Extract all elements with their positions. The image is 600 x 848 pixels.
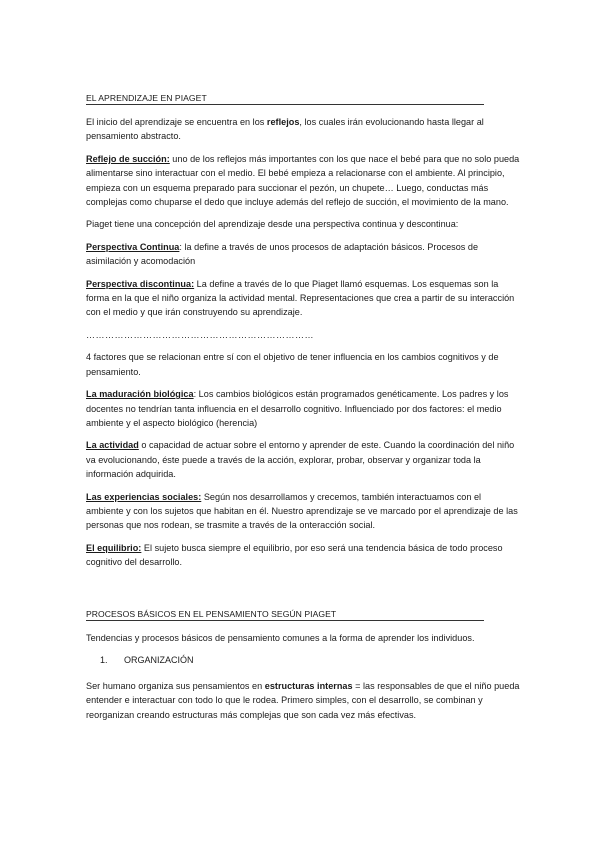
perspectiva-continua-paragraph: Perspectiva Continua: la define a través de unos procesos de adaptación básicos. Procesos de asimilación y acomodación bbox=[86, 241, 479, 267]
organizacion-paragraph: Ser humano organiza sus pensamientos en estructuras internas = las responsables de que el niño pueda entender e interactuar con todo lo que le rodea. Primero simples, con el desarrollo, se combinan y reorganizan creando estructuras más complejas que son cada vez más efectivas. bbox=[86, 680, 520, 720]
equilibrio-paragraph: El equilibrio: El sujeto busca siempre el equilibrio, por eso será una tendencia básica de todo proceso cognitivo del desarrollo. bbox=[86, 542, 503, 568]
section-heading-aprendizaje: EL APRENDIZAJE EN PIAGET bbox=[86, 92, 484, 105]
perspectiva-discontinua-paragraph: Perspectiva discontinua: La define a través de lo que Piaget llamó esquemas. Los esquemas son la forma en la que el niño organiza la actividad mental. Representaciones que crea a partir de su interacción con el medio y que irán construyendo su aprendizaje. bbox=[86, 278, 515, 318]
section-spacer bbox=[86, 578, 520, 608]
equilibrio-term: El equilibrio: bbox=[86, 542, 142, 553]
reflejos-term: reflejos bbox=[266, 117, 300, 127]
actividad-paragraph: La actividad o capacidad de actuar sobre el entorno y aprender de este. Cuando la coordinación del niño va evolucionando, éste puede a través de la acción, explorar, probar, observar y organizar toda la información adquirida. bbox=[86, 440, 515, 480]
factores-paragraph: 4 factores que se relacionan entre sí con el objetivo de tener influencia en los cambios cognitivos y de pensamiento. bbox=[86, 352, 499, 377]
reflejo-succion-term: Reflejo de succión: bbox=[86, 153, 170, 164]
perspectiva-discontinua-term: Perspectiva discontinua: bbox=[86, 278, 195, 289]
intro-paragraph: El inicio del aprendizaje se encuentra en los reflejos, los cuales irán evolucionando hasta llegar al pensamiento abstracto. bbox=[86, 117, 484, 142]
estructuras-internas-term: estructuras internas bbox=[264, 680, 353, 691]
maduracion-paragraph: La maduración biológica: Los cambios biológicos están programados genéticamente. Los padres y los docentes no tendrían tanta influencia en el desarrollo cognitivo. Influenciado por dos factores: el medio ambiente y el aspecto biológico (herencia) bbox=[86, 389, 509, 428]
numbered-list-item bbox=[100, 653, 520, 667]
procesos-intro-paragraph: Tendencias y procesos básicos de pensamiento comunes a la forma de aprender los individuos. bbox=[86, 632, 475, 643]
maduracion-term: La maduración biológica bbox=[86, 389, 194, 400]
reflejo-succion-paragraph: Reflejo de succión: uno de los reflejos más importantes con los que nace el bebé para que no solo pueda alimentarse sino interactuar con el medio. El bebé empieza a relacionarse con el ambiente. Al principio, empieza con un esquema preparado para succionar el pezón, un chupete… Luego, conductas más complejas como chuparse el dedo que incluye además del reflejo de succión, el movimiento de la mano. bbox=[86, 153, 520, 208]
list-label: ORGANIZACIÓN bbox=[124, 654, 194, 665]
section-heading-procesos: PROCESOS BÁSICOS EN EL PENSAMIENTO SEGÚN PIAGET bbox=[86, 608, 484, 621]
dotted-separator: ……………………………………………………………… bbox=[86, 329, 314, 340]
experiencias-term: Las experiencias sociales: bbox=[86, 491, 202, 502]
concepcion-paragraph: Piaget tiene una concepción del aprendizaje desde una perspectiva continua y descontinua: bbox=[86, 219, 459, 230]
actividad-term: La actividad bbox=[86, 440, 139, 451]
perspectiva-continua-term: Perspectiva Continua bbox=[86, 241, 180, 252]
list-number: 1. bbox=[100, 654, 108, 665]
experiencias-paragraph: Las experiencias sociales: Según nos desarrollamos y crecemos, también interactuamos con el ambiente y con los sujetos que habitan en él. Nuestro aprendizaje se ve marcado por el aprendizaje de las personas que nos rodean, se trasmite a través de la onteracción social. bbox=[86, 491, 518, 531]
